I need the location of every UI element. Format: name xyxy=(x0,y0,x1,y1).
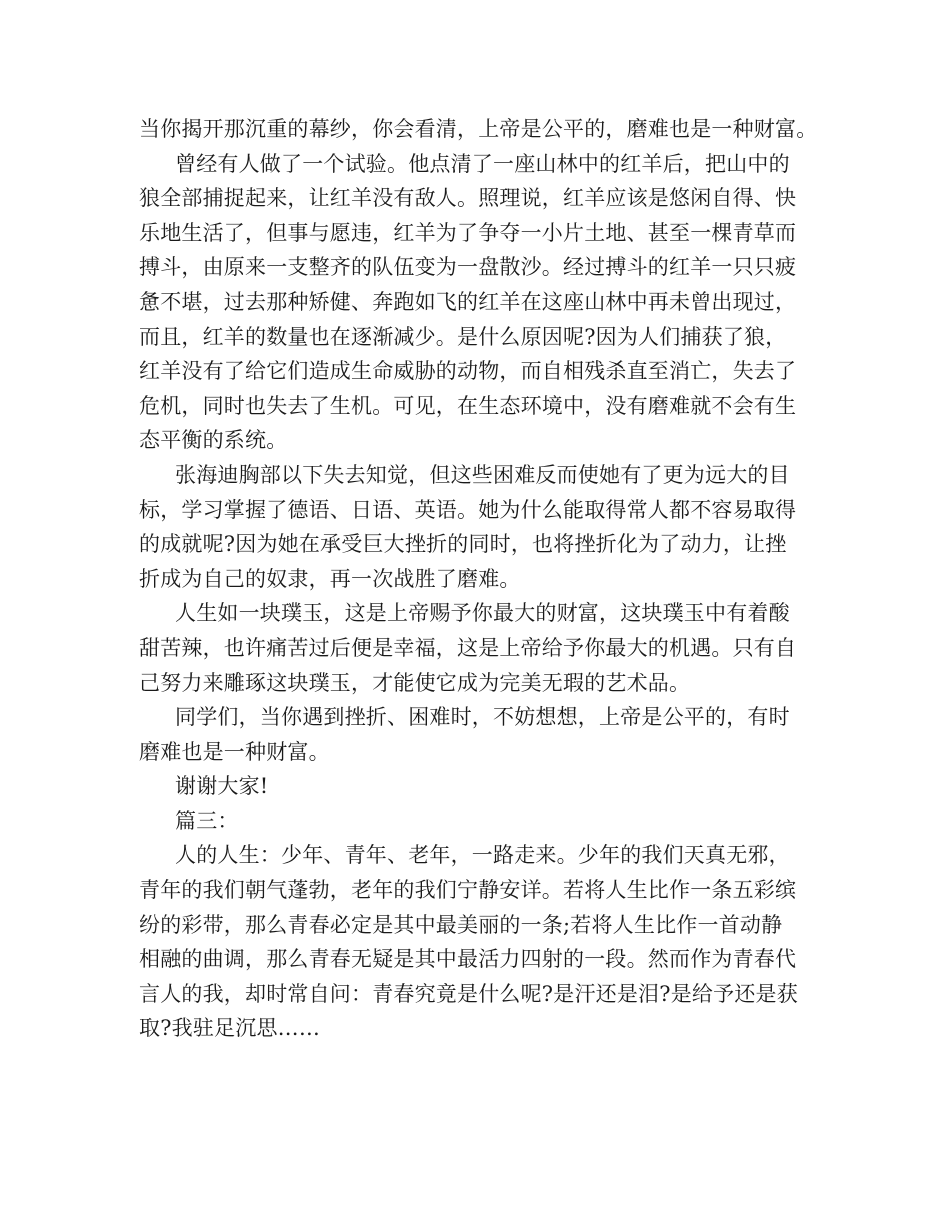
section-heading xyxy=(139,804,819,839)
text-line: 惫不堪，过去那种矫健、奔跑如飞的红羊在这座山林中再未曾出现过， xyxy=(139,289,797,314)
text-line: 张海迪胸部以下失去知觉，但这些困难反而使她有了更为远大的目 xyxy=(175,462,790,487)
paragraph-4 xyxy=(139,596,819,700)
text-line: 甜苦辣，也许痛苦过后便是幸福，这是上帝给予你最大的机遇。只有自 xyxy=(139,635,797,660)
text-line: 人的人生：少年、青年、老年，一路走来。少年的我们天真无邪， xyxy=(175,843,790,868)
text-line: 相融的曲调，那么青春无疑是其中最活力四射的一段。然而作为青春代 xyxy=(139,947,797,972)
text-line: 青年的我们朝气蓬勃，老年的我们宁静安详。若将人生比作一条五彩缤 xyxy=(139,878,797,903)
text-line: 磨难也是一种财富。 xyxy=(139,739,330,764)
paragraph-3 xyxy=(139,458,819,596)
text-line: 谢谢大家! xyxy=(175,774,269,799)
document-body xyxy=(139,112,819,1046)
text-line: 乐地生活了，但事与愿违，红羊为了争夺一小片土地、甚至一棵青草而 xyxy=(139,220,797,245)
text-line: 曾经有人做了一个试验。他点清了一座山林中的红羊后，把山中的 xyxy=(175,151,790,176)
text-line: 己努力来雕琢这块璞玉，才能使它成为完美无瑕的艺术品。 xyxy=(139,670,691,695)
text-line: 搏斗，由原来一支整齐的队伍变为一盘散沙。经过搏斗的红羊一只只疲 xyxy=(139,255,797,280)
text-line: 取?我驻足沉思…… xyxy=(139,1016,321,1041)
text-line: 的成就呢?因为她在承受巨大挫折的同时，也将挫折化为了动力，让挫 xyxy=(139,532,787,557)
paragraph-2 xyxy=(139,147,819,458)
text-line: 而且，红羊的数量也在逐渐减少。是什么原因呢?因为人们捕获了狼， xyxy=(139,324,787,349)
text-line: 纷的彩带，那么青春必定是其中最美丽的一条;若将人生比作一首动静 xyxy=(139,912,783,937)
text-line: 言人的我，却时常自问：青春究竟是什么呢?是汗还是泪?是给予还是获 xyxy=(139,981,798,1006)
text-line: 标，学习掌握了德语、日语、英语。她为什么能取得常人都不容易取得 xyxy=(139,497,797,522)
text-line: 红羊没有了给它们造成生命威胁的动物，而自相残杀直至消亡，失去了 xyxy=(139,359,797,384)
paragraph-5 xyxy=(139,700,819,769)
paragraph-6 xyxy=(139,769,819,804)
text-line: 人生如一块璞玉，这是上帝赐予你最大的财富，这块璞玉中有着酸 xyxy=(175,601,790,626)
paragraph-7 xyxy=(139,838,819,1046)
text-line: 折成为自己的奴隶，再一次战胜了磨难。 xyxy=(139,566,521,591)
paragraph-1 xyxy=(139,112,819,147)
text-line: 态平衡的系统。 xyxy=(139,428,288,453)
text-line: 危机，同时也失去了生机。可见，在生态环境中，没有磨难就不会有生 xyxy=(139,393,797,418)
text-line: 同学们，当你遇到挫折、困难时，不妨想想，上帝是公平的，有时 xyxy=(175,705,790,730)
text-line: 狼全部捕捉起来，让红羊没有敌人。照理说，红羊应该是悠闲自得、快 xyxy=(139,186,797,211)
text-line: 当你揭开那沉重的幕纱，你会看清，上帝是公平的，磨难也是一种财富。 xyxy=(139,117,818,141)
text-line: 篇三： xyxy=(175,808,239,833)
